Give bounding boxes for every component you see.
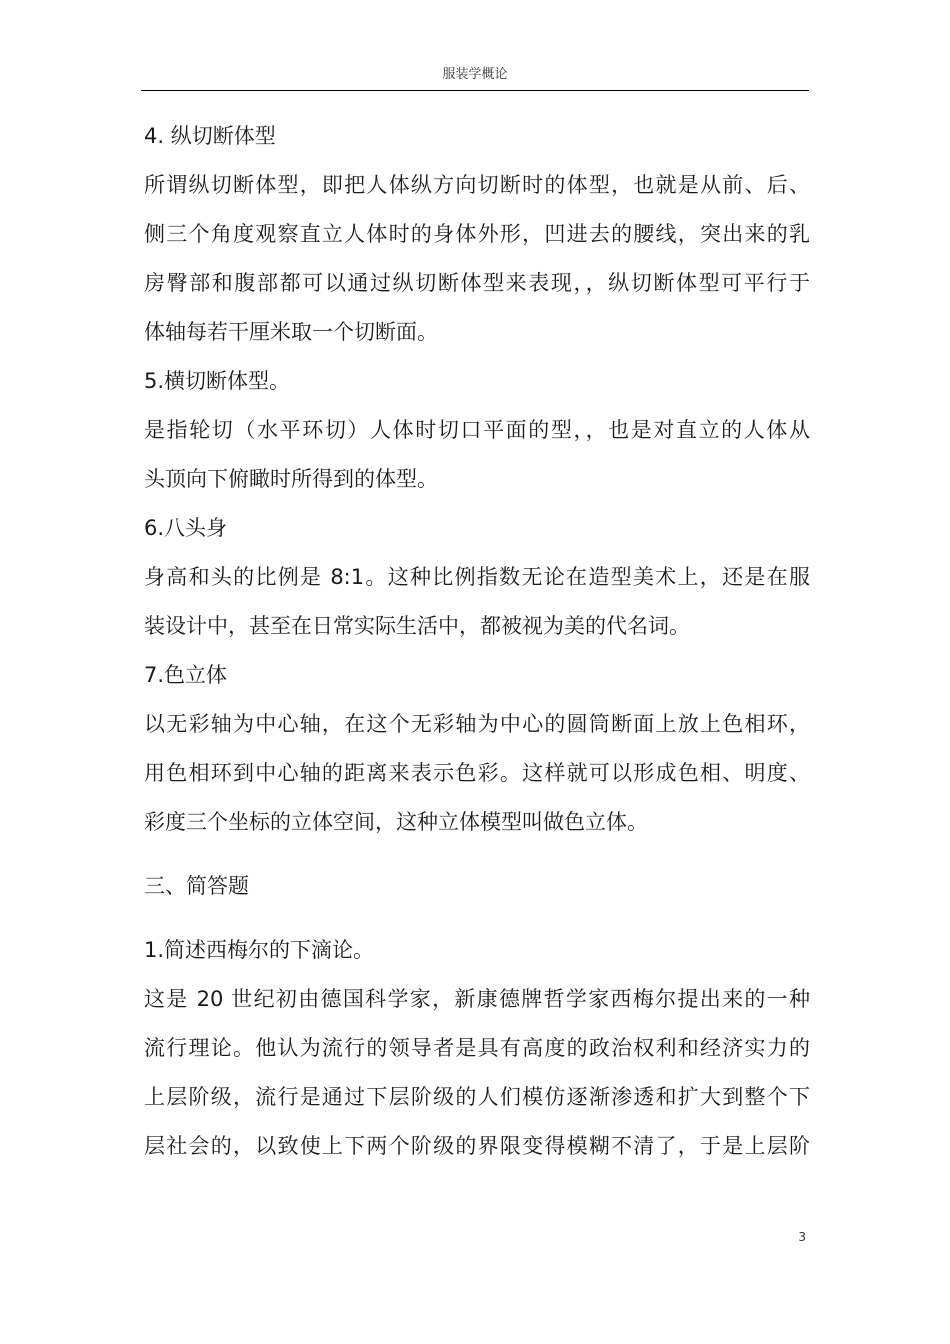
heading-color-solid: 7.色立体 — [144, 663, 228, 687]
heading-eight-heads: 6.八头身 — [144, 516, 228, 540]
paragraph-line: 彩度三个坐标的立体空间，这种立体模型叫做色立体。 — [144, 810, 648, 834]
paragraph-line: 体轴每若干厘米取一个切断面。 — [144, 320, 438, 344]
paragraph-line: 侧三个角度观察直立人体时的身体外形，凹进去的腰线，突出来的乳 — [144, 222, 810, 246]
paragraph-line: 房臀部和腹部都可以通过纵切断体型来表现，，纵切断体型可平行于 — [144, 271, 810, 295]
paragraph-line: 是指轮切（水平环切）人体时切口平面的型，，也是对直立的人体从 — [144, 418, 810, 442]
page-number: 3 — [798, 1230, 806, 1244]
paragraph-line: 上层阶级，流行是通过下层阶级的人们模仿逐渐渗透和扩大到整个下 — [144, 1085, 810, 1109]
paragraph-line: 以无彩轴为中心轴，在这个无彩轴为中心的圆筒断面上放上色相环， — [144, 712, 810, 736]
paragraph-line: 装设计中，甚至在日常实际生活中，都被视为美的代名词。 — [144, 614, 690, 638]
heading-cross-section: 5.横切断体型。 — [144, 369, 291, 393]
header-title: 服装学概论 — [442, 67, 508, 82]
section-gap — [144, 847, 810, 862]
paragraph-line: 用色相环到中心轴的距离来表示色彩。这样就可以形成色相、明度、 — [144, 761, 810, 785]
paragraph-line: 这是 20 世纪初由德国科学家，新康德牌哲学家西梅尔提出来的一种 — [144, 987, 810, 1011]
section-heading-short-answer: 三、简答题 — [144, 874, 249, 898]
paragraph-line: 层社会的，以致使上下两个阶级的界限变得模糊不清了，于是上层阶 — [144, 1134, 810, 1158]
question-heading: 1.简述西梅尔的下滴论。 — [144, 938, 375, 962]
paragraph-line: 头顶向下俯瞰时所得到的体型。 — [144, 467, 438, 491]
paragraph-line: 身高和头的比例是 8:1。这种比例指数无论在造型美术上，还是在服 — [144, 565, 810, 589]
heading-longitudinal-section: 4. 纵切断体型 — [144, 124, 276, 148]
page-header — [141, 66, 809, 91]
paragraph-line: 流行理论。他认为流行的领导者是具有高度的政治权利和经济实力的 — [144, 1036, 810, 1060]
document-body — [144, 112, 810, 1171]
paragraph-line: 所谓纵切断体型，即把人体纵方向切断时的体型，也就是从前、后、 — [144, 173, 810, 197]
section-gap — [144, 911, 810, 926]
